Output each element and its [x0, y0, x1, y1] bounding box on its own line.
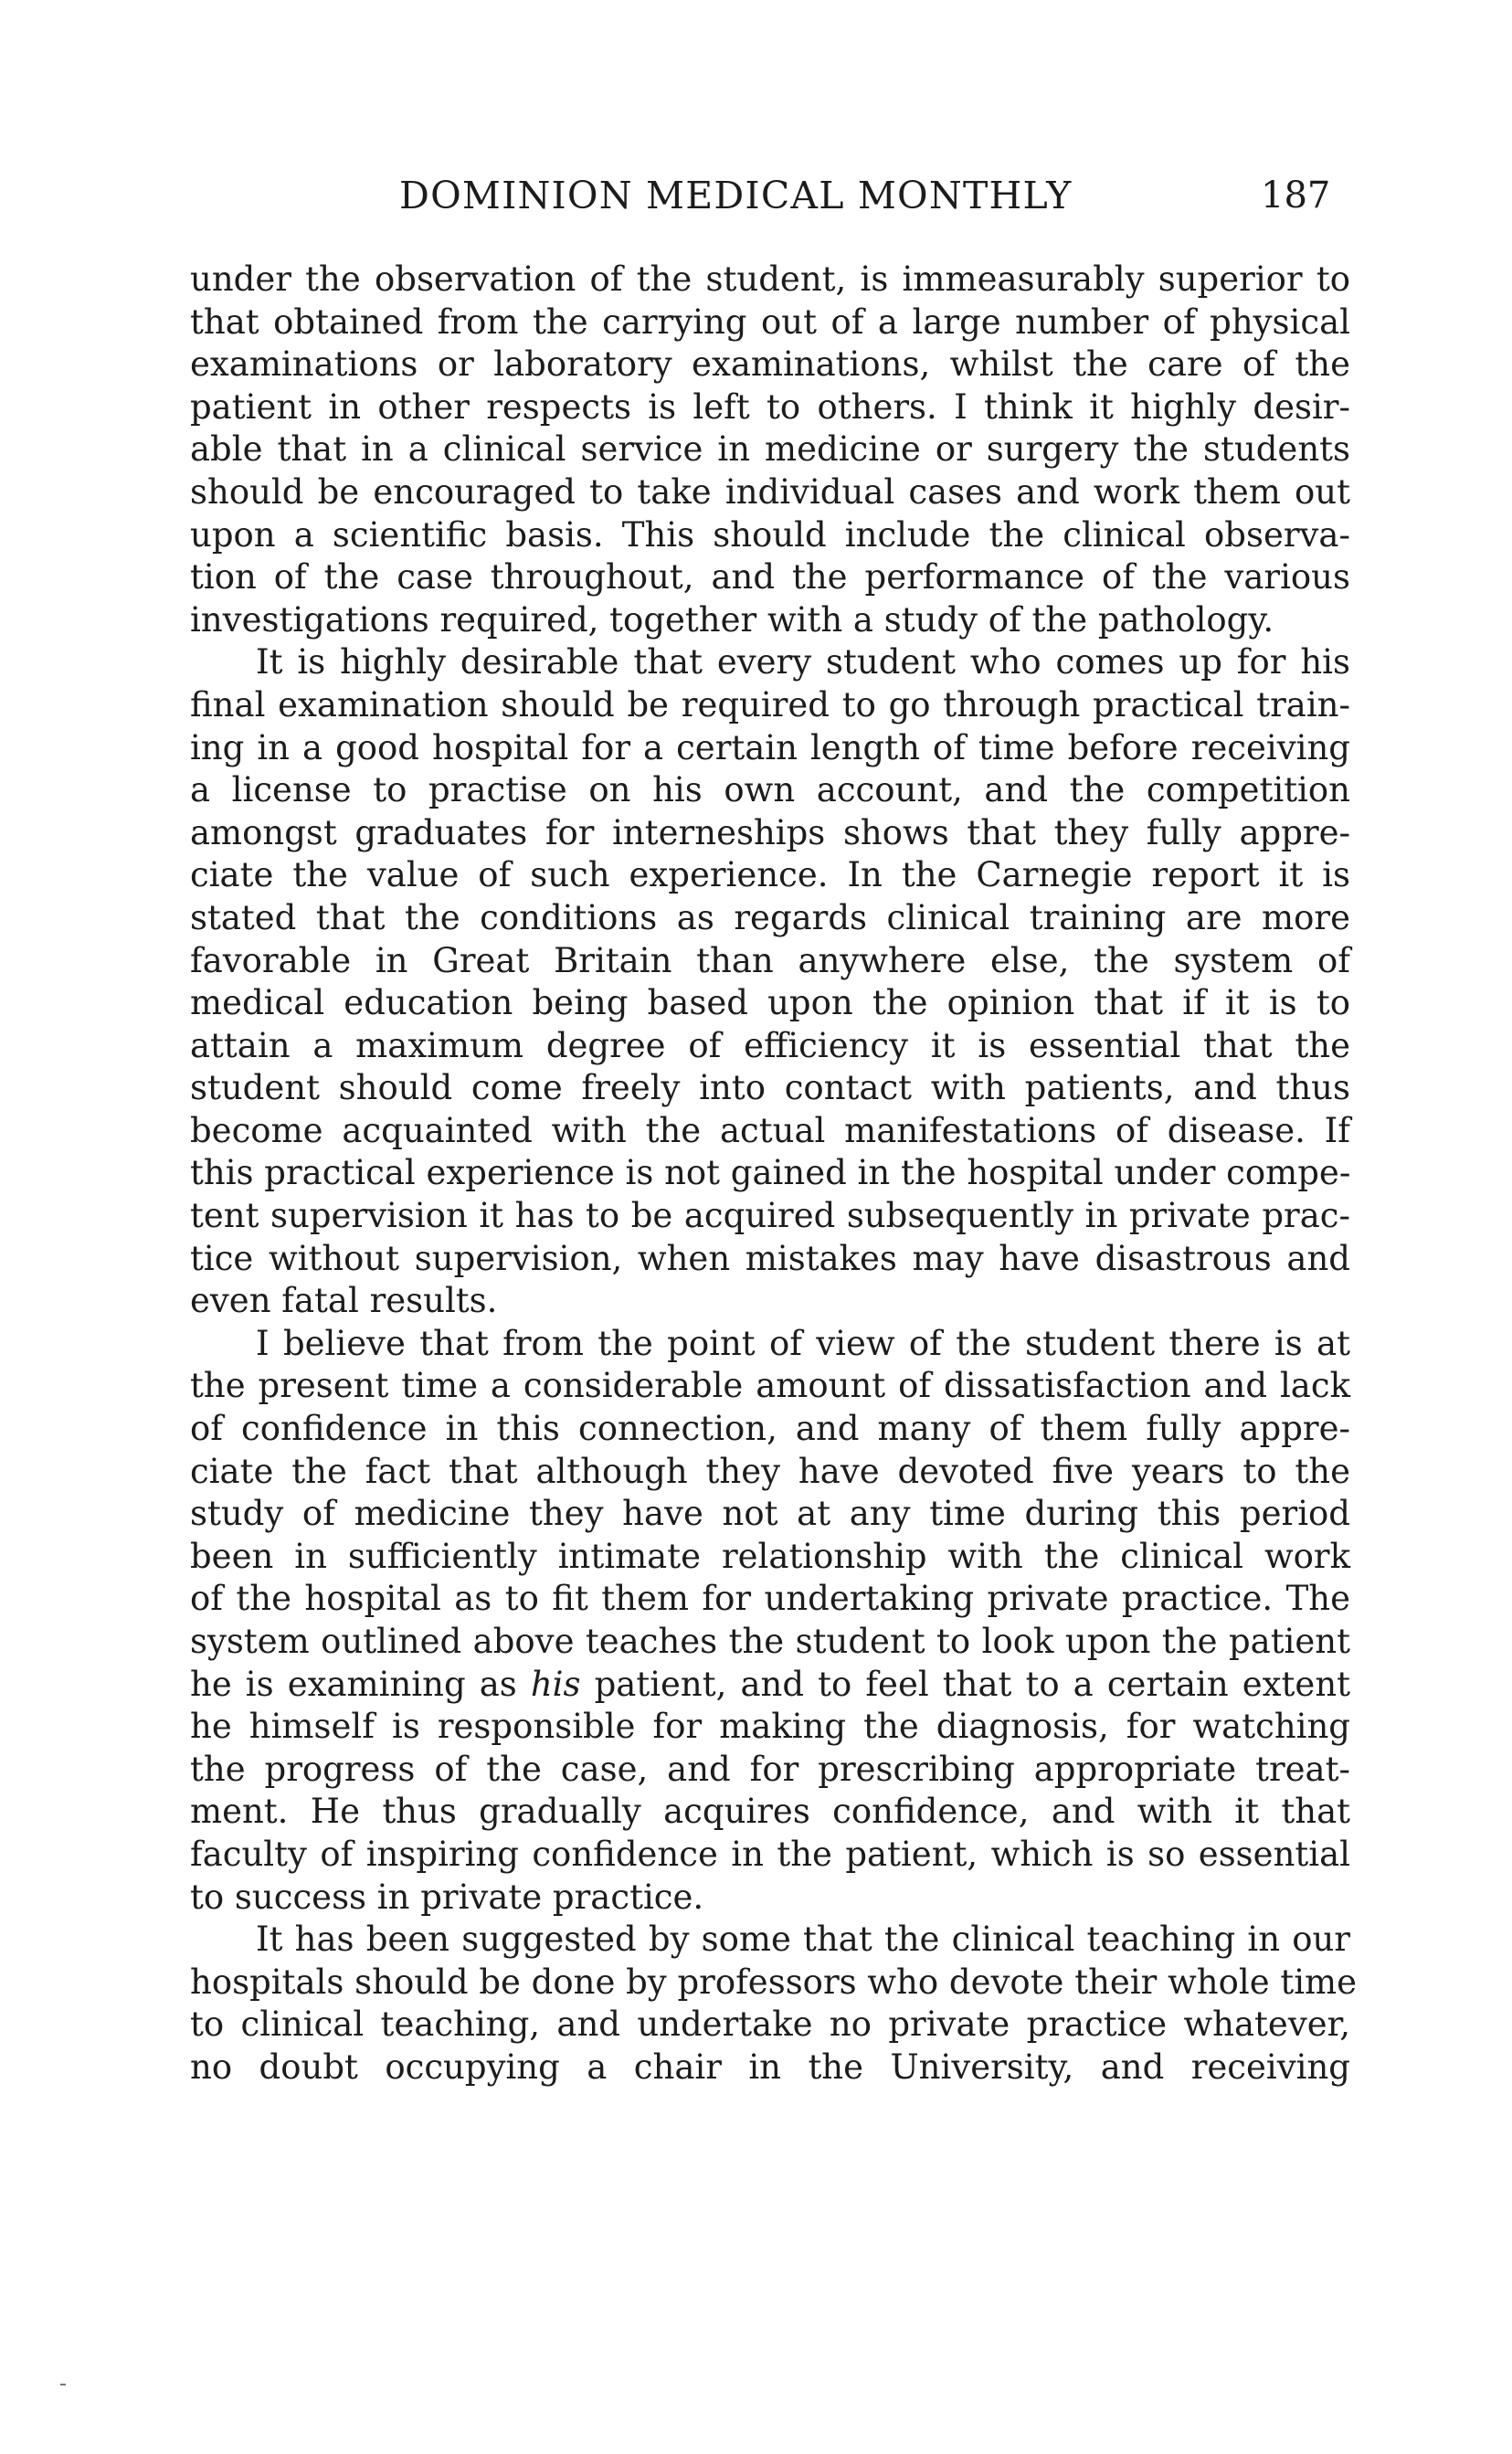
- text-line: ciate the value of such experience. In the Carnegie report it is: [190, 855, 1350, 895]
- text-line: of confidence in this connection, and many of them fully appre-: [190, 1409, 1350, 1449]
- text-line: tion of the case throughout, and the performance of the various: [190, 557, 1350, 598]
- text-line: should be encouraged to take individual cases and work them out: [190, 471, 1350, 512]
- text-line: to clinical teaching, and undertake no private practice whatever,: [190, 2004, 1350, 2045]
- text-line: even fatal results.: [190, 1281, 498, 1321]
- emphasis: his: [530, 1664, 581, 1704]
- running-title: DOMINION MEDICAL MONTHLY: [399, 174, 1073, 217]
- text-line: to success in private practice.: [190, 1877, 704, 1917]
- text-line: investigations required, together with a study of the pathology.: [190, 599, 1274, 640]
- text-line: been in sufficiently intimate relationship with the clinical work: [190, 1536, 1350, 1576]
- text-line: that obtained from the carrying out of a large number of physical: [190, 301, 1350, 342]
- text-line: the progress of the case, and for prescribing appropriate treat-: [190, 1749, 1350, 1789]
- text-line-with-emphasis: [190, 1664, 1350, 1707]
- body-text: [190, 259, 1358, 2089]
- text-segment: he is examining as: [190, 1664, 517, 1704]
- text-line: he himself is responsible for making the diagnosis, for watching: [190, 1707, 1350, 1747]
- text-line: a license to practise on his own account, and the competition: [190, 770, 1350, 810]
- text-line: amongst graduates for interneships shows that they fully appre-: [190, 812, 1350, 852]
- scan-edge-mark: [60, 2384, 66, 2385]
- text-line: medical education being based upon the opinion that if it is to: [190, 983, 1350, 1023]
- text-line: tent supervision it has to be acquired subsequently in private prac-: [190, 1196, 1350, 1236]
- text-line: no doubt occupying a chair in the University, and receiving: [190, 2047, 1350, 2087]
- text-line: the present time a considerable amount of dissatisfaction and lack: [190, 1366, 1350, 1406]
- text-line: ciate the fact that although they have devoted five years to the: [190, 1451, 1350, 1491]
- text-line: ment. He thus gradually acquires confidence, and with it that: [190, 1792, 1350, 1832]
- page-number: 187: [1261, 175, 1331, 217]
- text-line: able that in a clinical service in medicine or surgery the students: [190, 429, 1350, 470]
- text-line: favorable in Great Britain than anywhere else, the system of: [190, 940, 1350, 980]
- text-line: faculty of inspiring confidence in the patient, which is so essential: [190, 1834, 1350, 1874]
- paragraph-first-line: It is highly desirable that every student who comes up for his: [256, 642, 1350, 682]
- paragraph-first-line: It has been suggested by some that the clinical teaching in our: [256, 1920, 1350, 1960]
- text-line: system outlined above teaches the student to look upon the patient: [190, 1622, 1350, 1661]
- text-line: under the observation of the student, is immeasurably superior to: [190, 259, 1350, 299]
- text-line: this practical experience is not gained in the hospital under compe-: [190, 1153, 1351, 1193]
- text-line: study of medicine they have not at any time during this period: [190, 1494, 1350, 1534]
- text-line: hospitals should be done by professors who devote their whole time: [190, 1962, 1358, 2002]
- running-head: [0, 170, 1512, 221]
- text-segment: patient, and to feel that to a certain extent: [594, 1664, 1351, 1704]
- text-line: student should come freely into contact with patients, and thus: [190, 1068, 1350, 1108]
- text-line: patient in other respects is left to others. I think it highly desir-: [190, 386, 1350, 427]
- text-line: attain a maximum degree of efficiency it is essential that the: [190, 1025, 1350, 1065]
- paragraph-first-line: I believe that from the point of view of the student there is at: [256, 1323, 1350, 1363]
- text-line: examinations or laboratory examinations, whilst the care of the: [190, 344, 1350, 385]
- text-line: become acquainted with the actual manifestations of disease. If: [190, 1110, 1350, 1150]
- text-line: stated that the conditions as regards clinical training are more: [190, 897, 1350, 937]
- text-line: ing in a good hospital for a certain length of time before receiving: [190, 727, 1350, 767]
- text-line: final examination should be required to go through practical train-: [190, 684, 1350, 725]
- text-line: upon a scientific basis. This should include the clinical observa-: [190, 514, 1350, 555]
- text-line: tice without supervision, when mistakes may have disastrous and: [190, 1238, 1350, 1278]
- text-line: of the hospital as to fit them for undertaking private practice. The: [190, 1579, 1350, 1619]
